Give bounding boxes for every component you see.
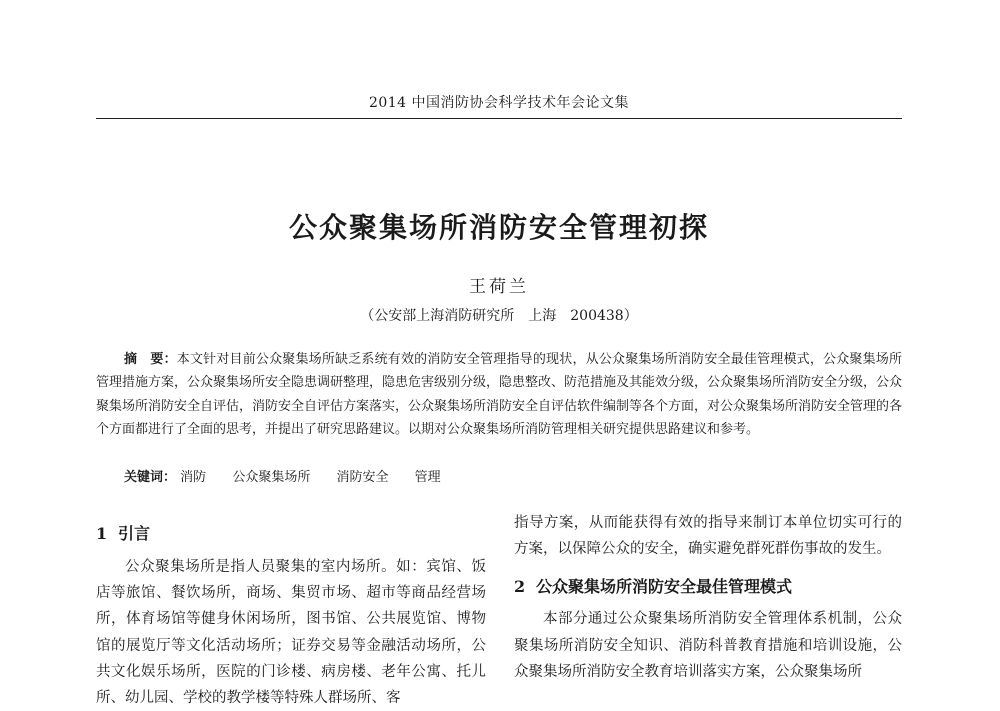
keyword: 消防安全: [336, 470, 389, 485]
section-paragraph: 公众聚集场所是指人员聚集的室内场所。如：宾馆、饭店等旅馆、餐饮场所，商场、集贸市场、超市等商品经营场所，体育场馆等健身休闲场所，图书馆、公共展览馆、博物馆的展览厅等文化活动场所；证券交易等金融活动场所，公共文化娱乐场所，医院的门诊楼、病房楼、老年公寓、托儿所、幼儿园、学校的教学楼等特殊人群场所、客: [96, 559, 486, 707]
right-column: [514, 510, 902, 685]
running-head: 2014 中国消防协会科学技术年会论文集: [368, 95, 630, 111]
left-column: [96, 518, 486, 711]
abstract: [96, 348, 902, 441]
continued-paragraph: 指导方案，从而能获得有效的指导来制订本单位切实可行的方案，以保障公众的安全，确实避免群死群伤事故的发生。: [514, 515, 902, 558]
section-number: 1: [96, 524, 108, 543]
keyword: 管理: [414, 470, 441, 485]
section-paragraph: 本部分通过公众聚集场所消防安全管理体系机制，公众聚集场所消防安全知识、消防科普教育措施和培训设施，公众聚集场所消防安全教育培训落实方案，公众聚集场所: [514, 611, 902, 680]
section-heading: [96, 518, 486, 550]
abstract-text: 本文针对目前公众聚集场所缺乏系统有效的消防安全管理指导的现状，从公众聚集场所消防安全最佳管理模式，公众聚集场所管理措施方案，公众聚集场所安全隐患调研整理，隐患危害级别分级，隐患整改、防范措施及其能效分级，公众聚集场所消防安全分级，公众聚集场所消防安全自评估，消防安全自评估方案落实，公众聚集场所消防安全自评估软件编制等各个方面，对公众聚集场所消防安全管理的各个方面都进行了全面的思考，并提出了研究思路建议。以期对公众聚集场所消防管理相关研究提供思路建议和参考。: [96, 352, 903, 437]
keyword: 消防: [180, 470, 207, 485]
section-heading: [514, 568, 902, 606]
keywords-label: 关键词：: [124, 470, 177, 485]
author-affiliation: （公安部上海消防研究所 上海 200438）: [360, 308, 638, 324]
section-number: 2: [514, 577, 526, 597]
section-title: 公众聚集场所消防安全最佳管理模式: [536, 577, 793, 597]
keyword: 公众聚集场所: [232, 470, 311, 485]
abstract-label: 摘 要：: [124, 352, 177, 367]
keywords: [124, 466, 902, 485]
section-title: 引言: [118, 524, 151, 543]
paper-title: 公众聚集场所消防安全管理初探: [288, 211, 709, 244]
header-rule: [96, 118, 902, 119]
author-name: 王荷兰: [469, 277, 529, 297]
